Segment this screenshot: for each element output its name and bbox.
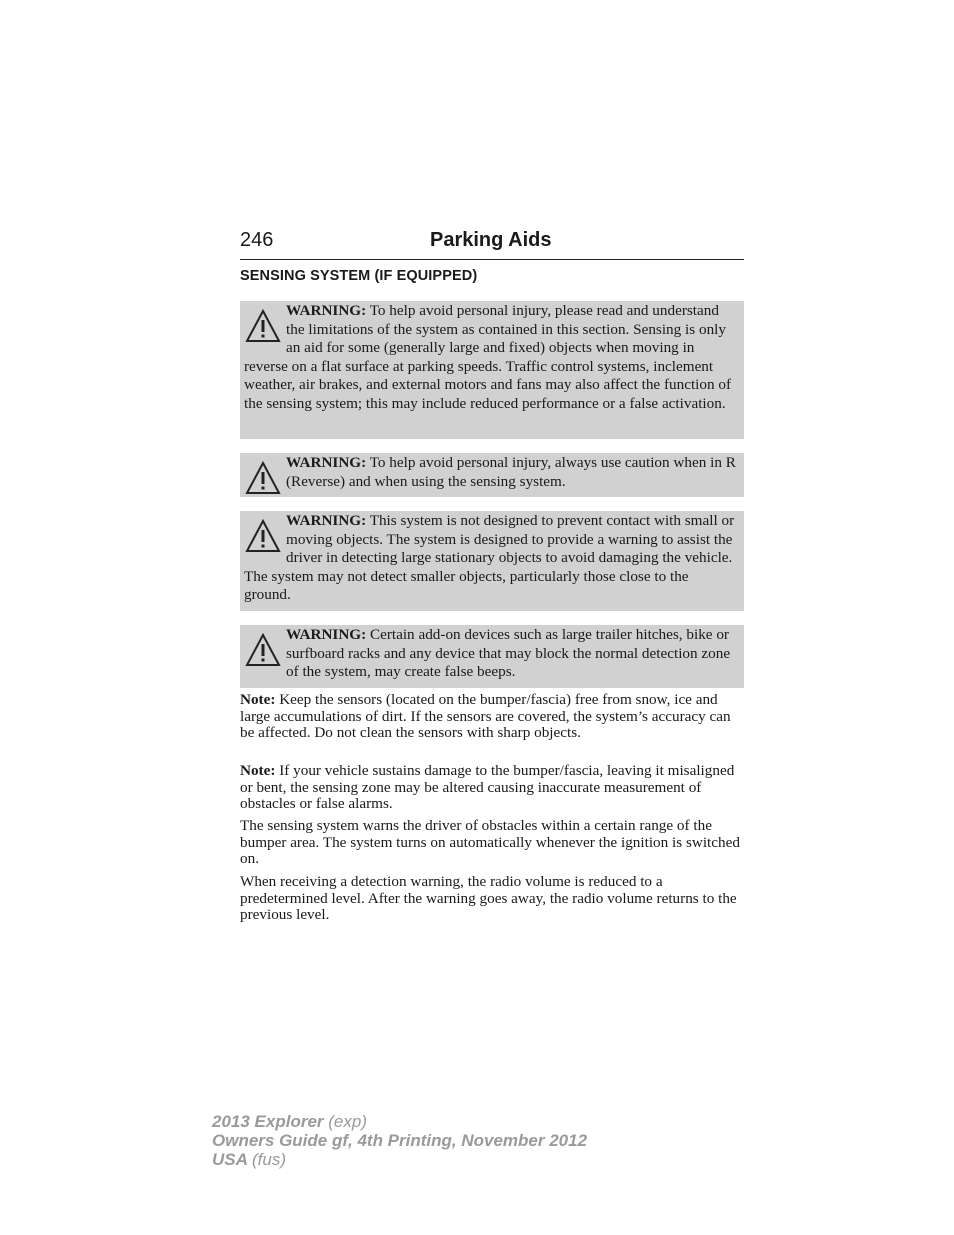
warning-label: WARNING:	[286, 626, 367, 643]
footer-market: USA	[212, 1150, 248, 1169]
warning-body: This system is not designed to prevent contact with small or moving objects. The system is designed to provide a warning to assist the driver in detecting large stationary objects to avoid damaging the vehicle. The system may not detect smaller objects, particularly those close to the ground.	[244, 512, 735, 604]
warning-body: To help avoid personal injury, please read and understand the limitations of the system as contained in this section. Sensing is only an aid for some (generally large and fixed) objects when moving in reverse on a flat surface at parking speeds. Traffic control systems, inclement weather, air brakes, and external motors and fans may also affect the function of the sensing system; this may include reduced performance or a false activation.	[244, 302, 732, 412]
footer-model: 2013 Explorer	[212, 1112, 324, 1131]
warning-text	[244, 454, 739, 491]
page-number: 246	[240, 229, 274, 251]
warning-triangle-icon	[244, 632, 282, 669]
warning-triangle-icon	[244, 460, 282, 497]
warning-text	[244, 512, 739, 605]
warning-label: WARNING:	[286, 512, 367, 529]
warning-triangle-icon	[244, 518, 282, 555]
footer-printing: Owners Guide gf, 4th Printing, November 2012	[212, 1131, 588, 1150]
warning-label: WARNING:	[286, 454, 367, 471]
warning-label: WARNING:	[286, 302, 367, 319]
footer-line	[212, 1150, 587, 1169]
warning-box	[240, 301, 744, 439]
warning-text	[244, 626, 739, 682]
warning-body: To help avoid personal injury, always use caution when in R (Reverse) and when using the sensing system.	[286, 454, 736, 490]
note-label: Note:	[240, 691, 276, 708]
warning-body: Certain add-on devices such as large trailer hitches, bike or surfboard racks and any device that may block the normal detection zone of the system, may create false beeps.	[286, 626, 731, 681]
page-footer	[212, 1112, 587, 1169]
page-title: Parking Aids	[430, 229, 552, 251]
body-paragraph: The sensing system warns the driver of obstacles within a certain range of the bumper area. The system turns on automatically whenever the ignition is switched on.	[240, 817, 740, 868]
note-paragraph	[240, 763, 744, 813]
note-paragraph	[240, 692, 744, 742]
warning-box	[240, 453, 744, 497]
section-heading: SENSING SYSTEM (IF EQUIPPED)	[240, 268, 478, 284]
body-paragraph: When receiving a detection warning, the radio volume is reduced to a predetermined level. After the warning goes away, the radio volume returns to the previous level.	[240, 873, 737, 924]
page-header	[240, 229, 744, 260]
note-body: If your vehicle sustains damage to the bumper/fascia, leaving it misaligned or bent, the sensing zone may be altered causing inaccurate measurement of obstacles or false alarms.	[240, 762, 735, 813]
note-body: Keep the sensors (located on the bumper/fascia) free from snow, ice and large accumulations of dirt. If the sensors are covered, the system’s accuracy can be affected. Do not clean the sensors with sharp objects.	[240, 691, 731, 742]
warning-box	[240, 511, 744, 611]
warning-text	[244, 302, 739, 414]
footer-line	[212, 1112, 587, 1131]
footer-model-code: (exp)	[328, 1112, 367, 1131]
warning-box	[240, 625, 744, 688]
footer-market-code: (fus)	[252, 1150, 286, 1169]
warning-triangle-icon	[244, 308, 282, 345]
note-label: Note:	[240, 762, 276, 779]
